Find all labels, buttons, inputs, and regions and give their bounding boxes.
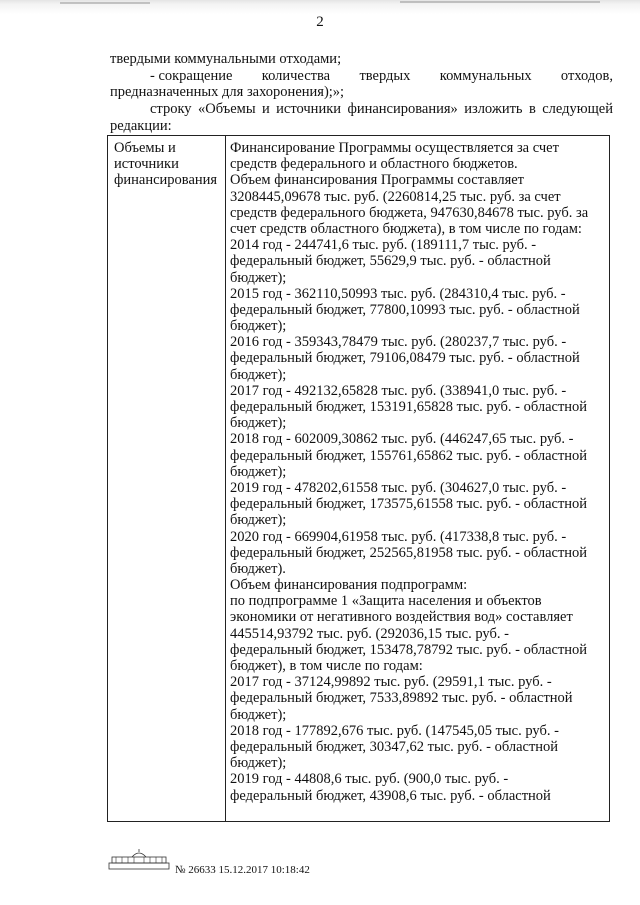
- table-content-line: 2014 год - 244741,6 тыс. руб. (189111,7 тыс. руб. -: [230, 237, 537, 254]
- table-content-line: по подпрограмме 1 «Защита населения и объектов: [230, 593, 542, 610]
- table-content-cell: [230, 140, 608, 804]
- intro-word: - сокращение: [150, 68, 233, 84]
- intro-word: отходов,: [560, 68, 613, 84]
- intro-line-2: [150, 68, 613, 84]
- table-content-line: 2017 год - 492132,65828 тыс. руб. (338941,0 тыс. руб. -: [230, 382, 567, 399]
- table-content-line: федеральный бюджет, 7533,89892 тыс. руб. - областной: [230, 690, 573, 707]
- table-content-line: 2017 год - 37124,99892 тыс. руб. (29591,1 тыс. руб. -: [230, 674, 552, 691]
- table-content-line: бюджет);: [230, 706, 287, 723]
- intro-line-1: твердыми коммунальными отходами;: [110, 51, 342, 67]
- scan-smudge: [400, 1, 600, 3]
- table-content-line: бюджет);: [230, 755, 287, 772]
- table-content-line: счет средств областного бюджета), в том числе по годам:: [230, 220, 582, 237]
- table-label-line: Объемы и: [114, 140, 176, 156]
- intro-word: финансирования»: [347, 101, 458, 117]
- table-content-line: Объем финансирования подпрограмм:: [230, 577, 468, 594]
- intro-word: источники: [276, 101, 342, 117]
- table-content-line: 2018 год - 177892,676 тыс. руб. (147545,05 тыс. руб. -: [230, 722, 559, 739]
- table-content-line: 445514,93792 тыс. руб. (292036,15 тыс. руб. -: [230, 625, 509, 642]
- table-content-line: федеральный бюджет, 153191,65828 тыс. руб. - областной: [230, 399, 588, 415]
- intro-word: количества: [261, 68, 331, 84]
- table-content-line: федеральный бюджет, 153478,78792 тыс. руб. - областной: [230, 641, 588, 658]
- intro-word: коммунальных: [439, 68, 532, 84]
- table-content-line: федеральный бюджет, 30347,62 тыс. руб. - областной: [230, 738, 559, 755]
- registry-stamp-logo: [108, 848, 170, 870]
- table-content-line: Объем финансирования Программы составляет: [230, 172, 525, 189]
- intro-word: изложить: [464, 101, 523, 117]
- table-content-line: 2020 год - 669904,61958 тыс. руб. (417338,8 тыс. руб. -: [230, 528, 567, 545]
- table-content-line: бюджет).: [230, 560, 286, 577]
- table-label-line: источники: [114, 156, 179, 172]
- table-content-line: федеральный бюджет, 252565,81958 тыс. руб. - областной: [230, 544, 588, 561]
- intro-word: следующей: [542, 101, 613, 117]
- intro-word: «Объемы: [197, 101, 256, 117]
- table-label-cell: [114, 140, 222, 188]
- scan-top-edge: [0, 0, 640, 14]
- table-content-line: бюджет);: [230, 269, 287, 286]
- table-content-line: федеральный бюджет, 55629,9 тыс. руб. - областной: [230, 253, 551, 270]
- table-content-line: федеральный бюджет, 173575,61558 тыс. руб. - областной: [230, 496, 588, 513]
- intro-word: твердых: [359, 68, 411, 84]
- table-content-line: 2015 год - 362110,50993 тыс. руб. (284310,4 тыс. руб. -: [230, 285, 566, 302]
- table-content-line: 3208445,09678 тыс. руб. (2260814,25 тыс. руб. за счет: [230, 188, 561, 205]
- table-content-line: федеральный бюджет, 79106,08479 тыс. руб. - областной: [230, 350, 580, 367]
- intro-line-3: предназначенных для захоронения);»;: [110, 84, 345, 100]
- table-content-line: федеральный бюджет, 43908,6 тыс. руб. - областной: [230, 787, 551, 804]
- intro-word: и: [261, 101, 270, 117]
- table-content-line: федеральный бюджет, 77800,10993 тыс. руб. - областной: [230, 301, 580, 318]
- table-content-line: бюджет);: [230, 318, 287, 335]
- intro-word: строку: [150, 101, 192, 117]
- financing-table: [107, 135, 610, 822]
- table-content-line: бюджет);: [230, 512, 287, 529]
- intro-word: в: [528, 101, 536, 117]
- table-content-line: средств федерального и областного бюджетов.: [230, 156, 518, 173]
- table-column-divider: [225, 136, 226, 821]
- intro-line-4: [150, 101, 613, 117]
- table-content-line: 2018 год - 602009,30862 тыс. руб. (446247,65 тыс. руб. -: [230, 431, 574, 448]
- table-content-line: бюджет);: [230, 415, 287, 432]
- table-content-line: экономики от негативного воздействия вод» составляет: [230, 609, 573, 626]
- table-content-line: бюджет), в том числе по годам:: [230, 658, 423, 674]
- intro-line-5: редакции:: [110, 118, 172, 134]
- table-content-line: федеральный бюджет, 155761,65862 тыс. руб. - областной: [230, 447, 588, 464]
- table-content-line: Финансирование Программы осуществляется за счет: [230, 140, 559, 156]
- registration-code: № 26633 15.12.2017 10:18:42: [175, 864, 310, 876]
- scan-smudge: [60, 2, 150, 4]
- page-number: 2: [316, 14, 324, 30]
- table-content-line: 2019 год - 478202,61558 тыс. руб. (304627,0 тыс. руб. -: [230, 479, 567, 496]
- table-content-line: 2016 год - 359343,78479 тыс. руб. (280237,7 тыс. руб. -: [230, 334, 567, 351]
- table-content-line: 2019 год - 44808,6 тыс. руб. (900,0 тыс. руб. -: [230, 771, 509, 788]
- table-content-line: средств федерального бюджета, 947630,84678 тыс. руб. за: [230, 204, 589, 221]
- table-label-line: финансирования: [114, 172, 218, 188]
- table-content-line: бюджет);: [230, 463, 287, 480]
- table-content-line: бюджет);: [230, 366, 287, 383]
